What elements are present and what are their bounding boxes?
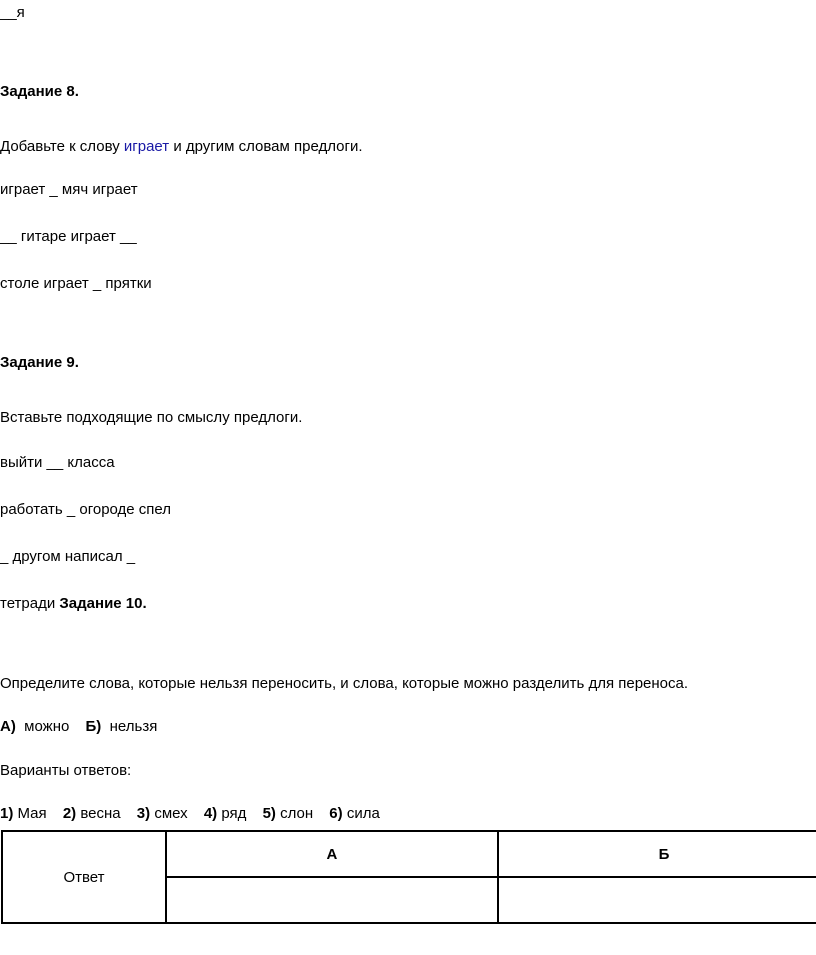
option-5-word: слон	[280, 805, 314, 822]
option-3	[137, 805, 188, 822]
option-6-num: 6)	[329, 805, 343, 822]
task8-highlight-word: играет	[123, 138, 170, 155]
option-4-num: 4)	[203, 805, 218, 822]
category-b-label: нельзя	[109, 718, 158, 735]
task8-line-3: столе играет _ прятки	[0, 275, 152, 292]
task9-last-line	[0, 595, 147, 613]
answer-header-a: А	[166, 831, 498, 877]
option-4	[204, 805, 247, 822]
variants-label: Варианты ответов:	[0, 762, 132, 779]
answer-table	[1, 830, 816, 924]
task8-instruction-after: и другим словам предлоги.	[173, 138, 363, 155]
task10-instruction: Определите слова, которые нельзя переносить, и слова, которые можно разделить для переноса.	[0, 675, 689, 692]
option-6-word: сила	[346, 805, 380, 822]
task10-categories	[0, 718, 157, 736]
category-a-key: А)	[0, 718, 16, 735]
option-5	[263, 805, 314, 822]
category-b-key: Б)	[85, 718, 102, 735]
task9-line-1: выйти __ класса	[0, 454, 115, 471]
answer-row-label: Ответ	[2, 831, 166, 923]
option-2-num: 2)	[62, 805, 77, 822]
answer-table-header-row	[2, 831, 816, 877]
option-3-word: смех	[154, 805, 188, 822]
answer-cell-a[interactable]	[166, 877, 498, 923]
option-4-word: ряд	[221, 805, 247, 822]
task9-line-3: _ другом написал _	[0, 548, 136, 565]
task8-line-1: играет _ мяч играет	[0, 181, 138, 198]
task10-heading: Задание 10.	[59, 595, 147, 612]
options-line	[0, 805, 392, 823]
task9-line-2: работать _ огороде спел	[0, 501, 172, 518]
answer-header-b: Б	[498, 831, 816, 877]
option-6	[329, 805, 380, 822]
option-2	[63, 805, 121, 822]
option-1	[0, 805, 47, 822]
task9-heading: Задание 9.	[0, 354, 79, 371]
task8-instruction-before: Добавьте к слову	[0, 138, 120, 155]
task8-heading: Задание 8.	[0, 83, 79, 100]
option-2-word: весна	[80, 805, 121, 822]
option-1-num: 1)	[0, 805, 14, 822]
option-1-word: Мая	[17, 805, 47, 822]
category-a-label: можно	[24, 718, 70, 735]
task8-line-2: __ гитаре играет __	[0, 228, 137, 245]
option-5-num: 5)	[262, 805, 276, 822]
task9-instruction: Вставьте подходящие по смыслу предлоги.	[0, 409, 303, 426]
task8-instruction	[0, 138, 363, 156]
task9-last-line-prefix: тетради	[0, 595, 56, 612]
answer-cell-b[interactable]	[498, 877, 816, 923]
option-3-num: 3)	[136, 805, 151, 822]
top-fragment: __я	[0, 4, 25, 21]
